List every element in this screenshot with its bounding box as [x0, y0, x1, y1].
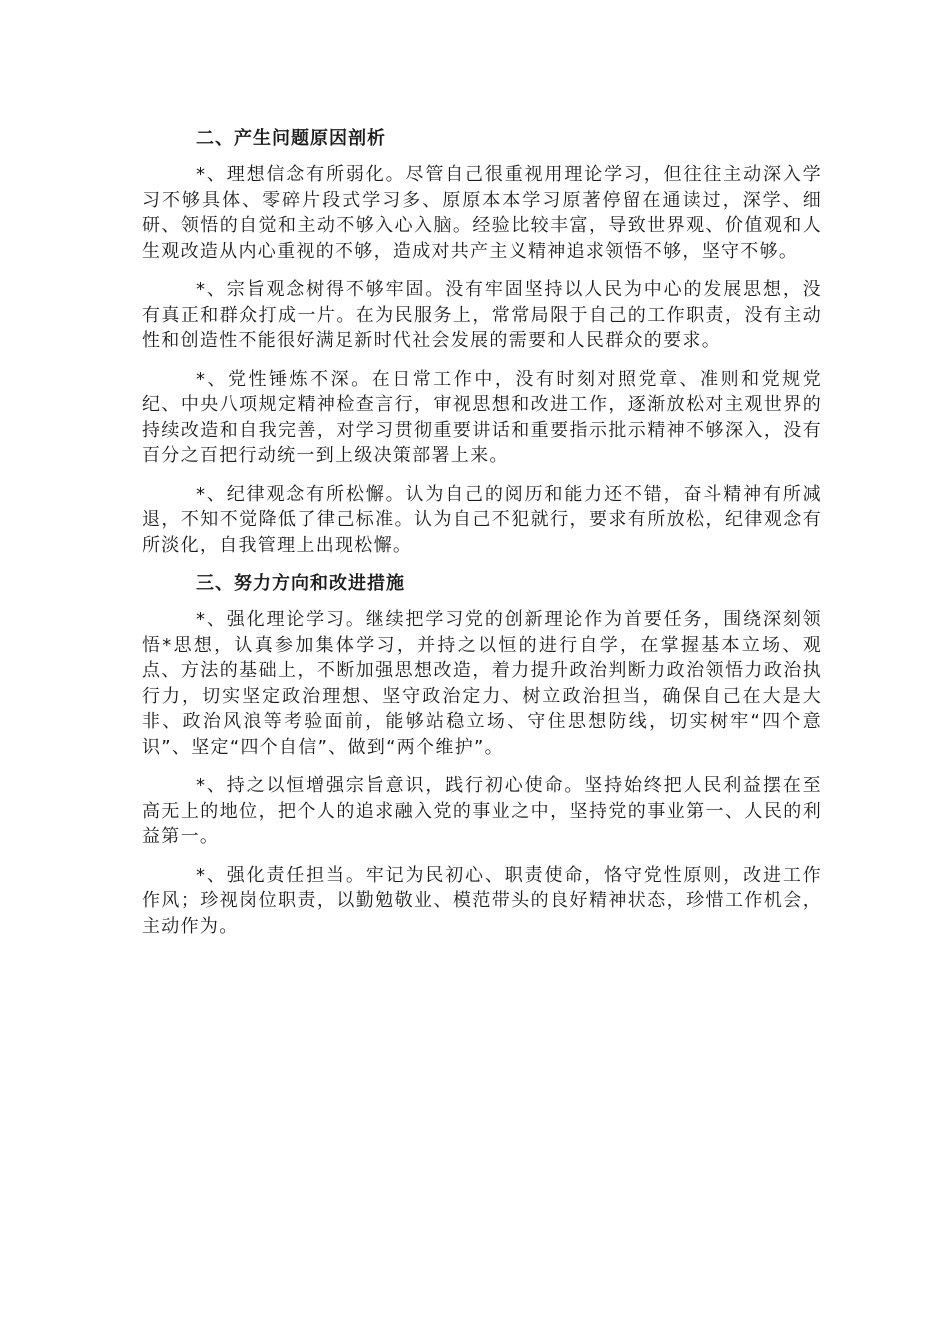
document-body [142, 118, 822, 952]
paragraph: *、强化理论学习。继续把学习党的创新理论作为首要任务，围绕深刻领悟*思想，认真参加集体学习，并持之以恒的进行自学，在掌握基本立场、观点、方法的基础上，不断加强思想改造，着力提升政治判断力政治领悟力政治执行力，切实坚定政治理想、坚守政治定力、树立政治担当，确保自己在大是大非、政治风浪等考验面前，能够站稳立场、守住思想防线，切实树牢“四个意识”、坚定“四个自信”、做到“两个维护”。 [142, 609, 822, 758]
paragraph: *、持之以恒增强宗旨意识，践行初心使命。坚持始终把人民利益摆在至高无上的地位，把个人的追求融入党的事业之中，坚持党的事业第一、人民的利益第一。 [142, 775, 822, 847]
paragraph: *、强化责任担当。牢记为民初心、职责使命，恪守党性原则，改进工作作风；珍视岗位职责，以勤勉敬业、模范带头的良好精神状态，珍惜工作机会，主动作为。 [142, 864, 822, 937]
section-heading: 三、努力方向和改进措施 [196, 573, 405, 594]
paragraph: *、理想信念有所弱化。尽管自己很重视用理论学习，但往往主动深入学习不够具体、零碎片段式学习多、原原本本学习原著停留在通读过，深学、细研、领悟的自觉和主动不够入心入脑。经验比较丰富，导致世界观、价值观和人生观改造从内心重视的不够，造成对共产主义精神追求领悟不够，坚守不够。 [142, 164, 822, 262]
section-improvement-measures [142, 571, 822, 939]
section-cause-analysis [142, 126, 822, 558]
paragraph: *、党性锤炼不深。在日常工作中，没有时刻对照党章、准则和党规党纪、中央八项规定精神检查言行，审视思想和改进工作，逐渐放松对主观世界的持续改造和自我完善，对学习贯彻重要讲话和重要指示批示精神不够深入，没有百分之百把行动统一到上级决策部署上来。 [142, 368, 822, 466]
paragraph: *、宗旨观念树得不够牢固。没有牢固坚持以人民为中心的发展思想，没有真正和群众打成一片。在为民服务上，常常局限于自己的工作职责，没有主动性和创造性不能很好满足新时代社会发展的需要和人民群众的要求。 [142, 279, 822, 351]
section-heading: 二、产生问题原因剖析 [196, 128, 386, 149]
paragraph: *、纪律观念有所松懈。认为自己的阅历和能力还不错，奋斗精神有所减退，不知不觉降低了律己标准。认为自己不犯就行，要求有所放松，纪律观念有所淡化，自我管理上出现松懈。 [142, 483, 822, 556]
